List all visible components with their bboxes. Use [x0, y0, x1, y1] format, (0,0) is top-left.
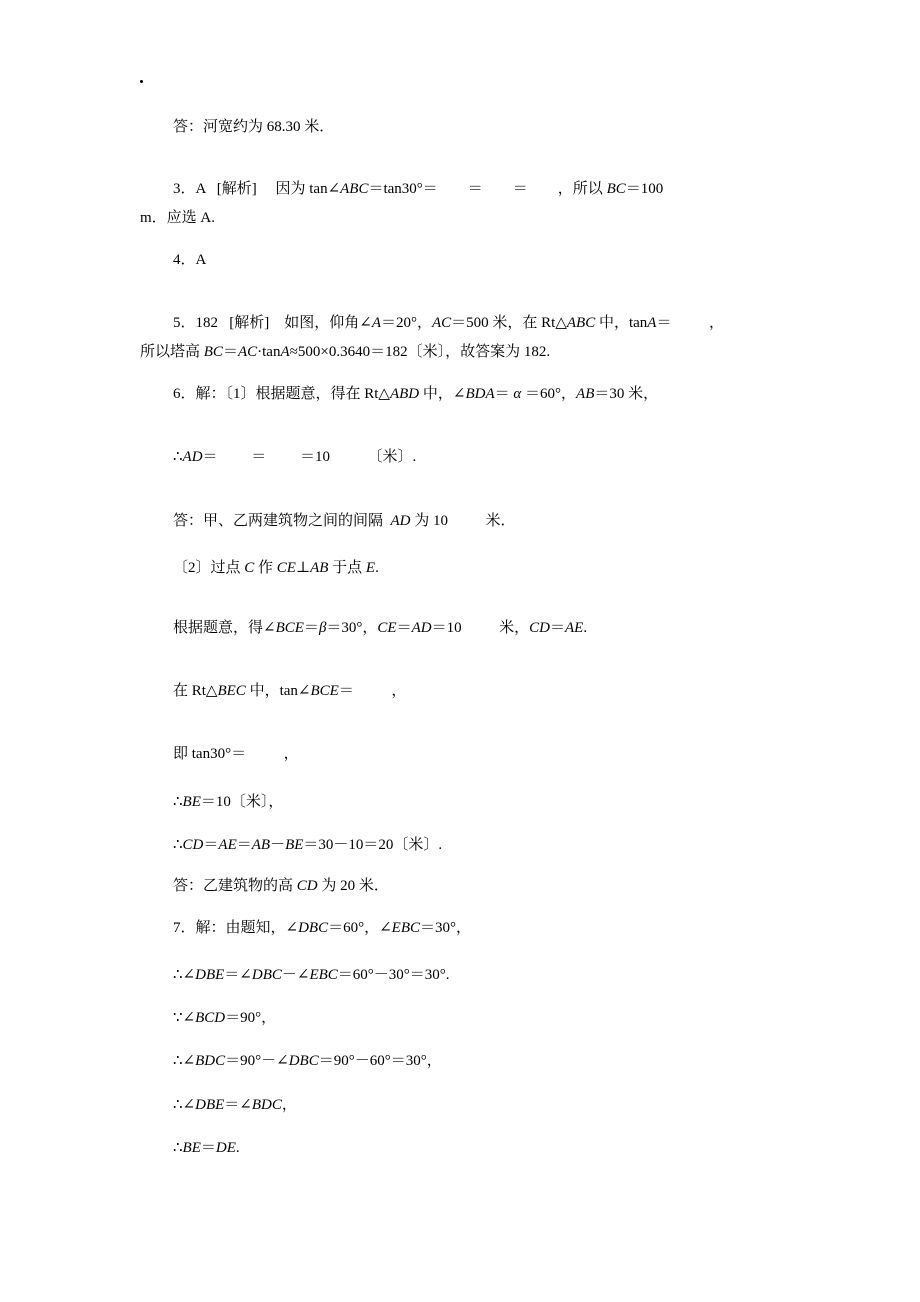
item-6-part-2: 〔2〕过点 C 作 CE⊥AB 于点 E.: [173, 560, 379, 576]
item-5-line-1: 5．182 [解析] 如图，仰角∠A＝20°，AC＝500 米，在 Rt△ABC 中，tanA＝ ，: [173, 315, 724, 331]
item-7-bdc: ∴∠BDC＝90°－∠DBC＝90°－60°＝30°，: [173, 1053, 442, 1069]
item-6-tan30: 即 tan30°＝ ，: [173, 746, 299, 762]
item-7-given: 7．解：由题知，∠DBC＝60°，∠EBC＝30°，: [173, 920, 471, 936]
item-6-ad-calc: ∴AD＝ ＝ ＝10 〔米〕.: [173, 449, 417, 465]
item-3-line-1: 3．A [解析] 因为 tan∠ABC＝tan30°＝ ＝ ＝ ，所以 BC＝100: [173, 181, 664, 197]
answer-river-width: 答：河宽约为 68.30 米．: [173, 119, 335, 135]
item-4: 4．A: [173, 252, 207, 268]
item-3-line-2: m．应选 A.: [140, 210, 216, 226]
item-6-cd: ∴CD＝AE＝AB－BE＝30－10＝20〔米〕.: [173, 837, 443, 853]
item-6-answer-1: 答：甲、乙两建筑物之间的间隔 AD 为 10 米．: [173, 513, 516, 529]
item-6-be: ∴BE＝10〔米〕，: [173, 794, 284, 810]
item-5-line-2: 所以塔高 BC＝AC·tanA≈500×0.3640＝182〔米〕，故答案为 182.: [140, 344, 551, 360]
item-7-bcd: ∵∠BCD＝90°，: [173, 1010, 277, 1026]
stray-dot: [140, 80, 143, 83]
item-7-conclusion: ∴BE＝DE.: [173, 1140, 240, 1156]
item-7-equal-angles: ∴∠DBE＝∠BDC，: [173, 1097, 297, 1113]
item-6-given: 根据题意，得∠BCE＝β＝30°，CE＝AD＝10 米，CD＝AE.: [173, 620, 588, 636]
item-6-answer-2: 答：乙建筑物的高 CD 为 20 米．: [173, 878, 389, 894]
item-6-part-1: 6．解：〔1〕根据题意，得在 Rt△ABD 中，∠BDA＝ α ＝60°，AB＝30 米，: [173, 386, 659, 402]
item-7-dbe: ∴∠DBE＝∠DBC－∠EBC＝60°－30°＝30°.: [173, 967, 450, 983]
item-6-tan-bce: 在 Rt△BEC 中，tan∠BCE＝ ，: [173, 683, 407, 699]
